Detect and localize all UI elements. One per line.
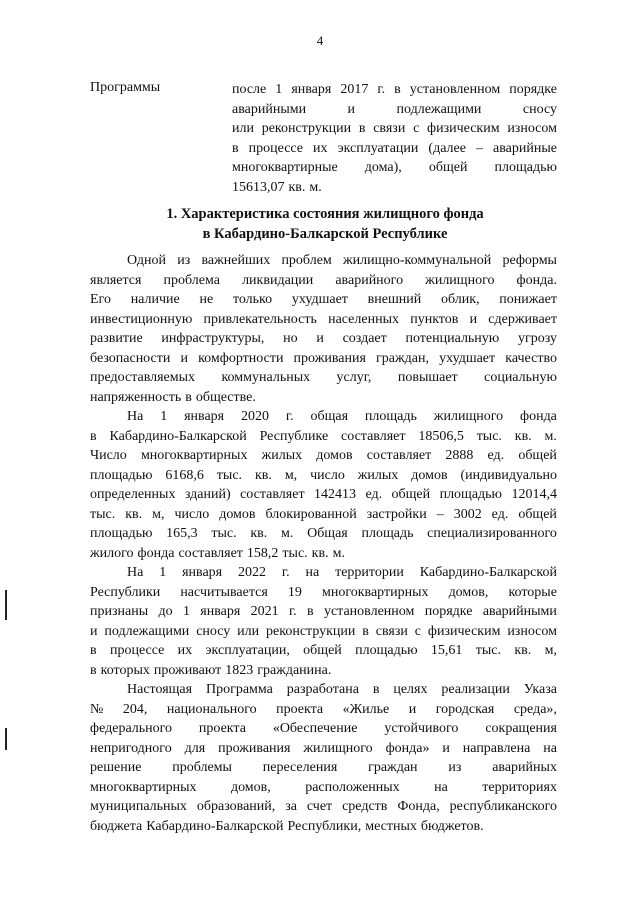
text-line: непригодного для проживания жилищного фонда» и направлена на [90, 740, 557, 756]
text-line: развитие инфраструктуры, но и создает потенциальную угрозу [90, 331, 557, 346]
text-line: многоквартирных домов, расположенных на территориях [90, 779, 557, 795]
text-line: бюджета Кабардино-Балкарской Республики, местных бюджетов. [90, 818, 484, 834]
text-line: площадью 165,3 тыс. кв. м. Общая площадь специализированного [90, 526, 557, 541]
scan-margin-mark [5, 728, 7, 750]
section-heading-line-1: 1. Характеристика состояния жилищного фонда [166, 206, 484, 222]
text-line: площадью 6168,6 тыс. кв. м, число жилых домов (индивидуально [90, 467, 557, 483]
page-number: 4 [316, 33, 324, 48]
scan-margin-mark [5, 590, 7, 620]
text-line: муниципальных образований, за счет средств Фонда, республиканского [90, 799, 557, 814]
text-line: определенных зданий) составляет 142413 ед. общей площадью 12014,4 [90, 487, 557, 502]
text-line: Настоящая Программа разработана в целях реализации Указа [127, 682, 557, 697]
text-line: Одной из важнейших проблем жилищно-коммунальной реформы [127, 253, 557, 268]
text-line: признаны до 1 января 2021 г. в установленном порядке аварийными [90, 604, 557, 619]
text-line: многоквартирные дома), общей площадью [232, 160, 557, 175]
text-line: аварийными и подлежащими сносу [232, 101, 557, 117]
body-text [90, 251, 557, 836]
text-line: жилого фонда составляет 158,2 тыс. кв. м. [90, 545, 345, 561]
passport-text [232, 80, 557, 197]
text-line: или реконструкции в связи с физическим износом [232, 121, 557, 136]
text-line: напряженность в обществе. [90, 389, 256, 405]
text-line: в процессе их эксплуатации, общей площадью 15,61 тыс. кв. м, [90, 643, 557, 658]
text-line: в процессе их эксплуатации (далее – аварийные [232, 140, 557, 156]
text-line: Число многоквартирных жилых домов составляет 2888 ед. общей [90, 448, 557, 463]
text-line: в Кабардино-Балкарской Республике составляет 18506,5 тыс. кв. м. [90, 428, 557, 444]
text-line: № 204, национального проекта «Жилье и городская среда», [90, 701, 557, 717]
text-line: На 1 января 2020 г. общая площадь жилищного фонда [127, 409, 557, 424]
text-line: Его наличие не только ухудшает внешний облик, понижает [90, 292, 557, 307]
text-line: в которых проживают 1823 гражданина. [90, 662, 332, 678]
text-line: федерального проекта «Обеспечение устойчивого сокращения [90, 721, 557, 736]
text-line: 15613,07 кв. м. [232, 179, 322, 195]
text-line: предоставляемых коммунальных услуг, повышает социальную [90, 370, 557, 385]
section-heading-line-2: в Кабардино-Балкарской Республике [202, 226, 448, 242]
text-line: решение проблемы переселения граждан из аварийных [90, 760, 557, 775]
text-line: тыс. кв. м, число домов блокированной застройки – 3002 ед. общей [90, 506, 557, 522]
text-line: является проблема ликвидации аварийного жилищного фонда. [90, 272, 557, 288]
text-line: и подлежащими сносу или реконструкции в связи с физическим износом [90, 623, 557, 639]
text-line: На 1 января 2022 г. на территории Кабардино-Балкарской [127, 565, 557, 580]
text-line: безопасности и комфортности проживания граждан, ухудшает качество [90, 350, 557, 366]
passport-label: Программы [90, 80, 161, 95]
text-line: инвестиционную привлекательность населенных пунктов и сдерживает [90, 311, 557, 327]
text-line: Республики насчитывается 19 многоквартирных домов, которые [90, 584, 557, 600]
section-heading [90, 204, 560, 244]
text-line: после 1 января 2017 г. в установленном порядке [232, 82, 557, 97]
